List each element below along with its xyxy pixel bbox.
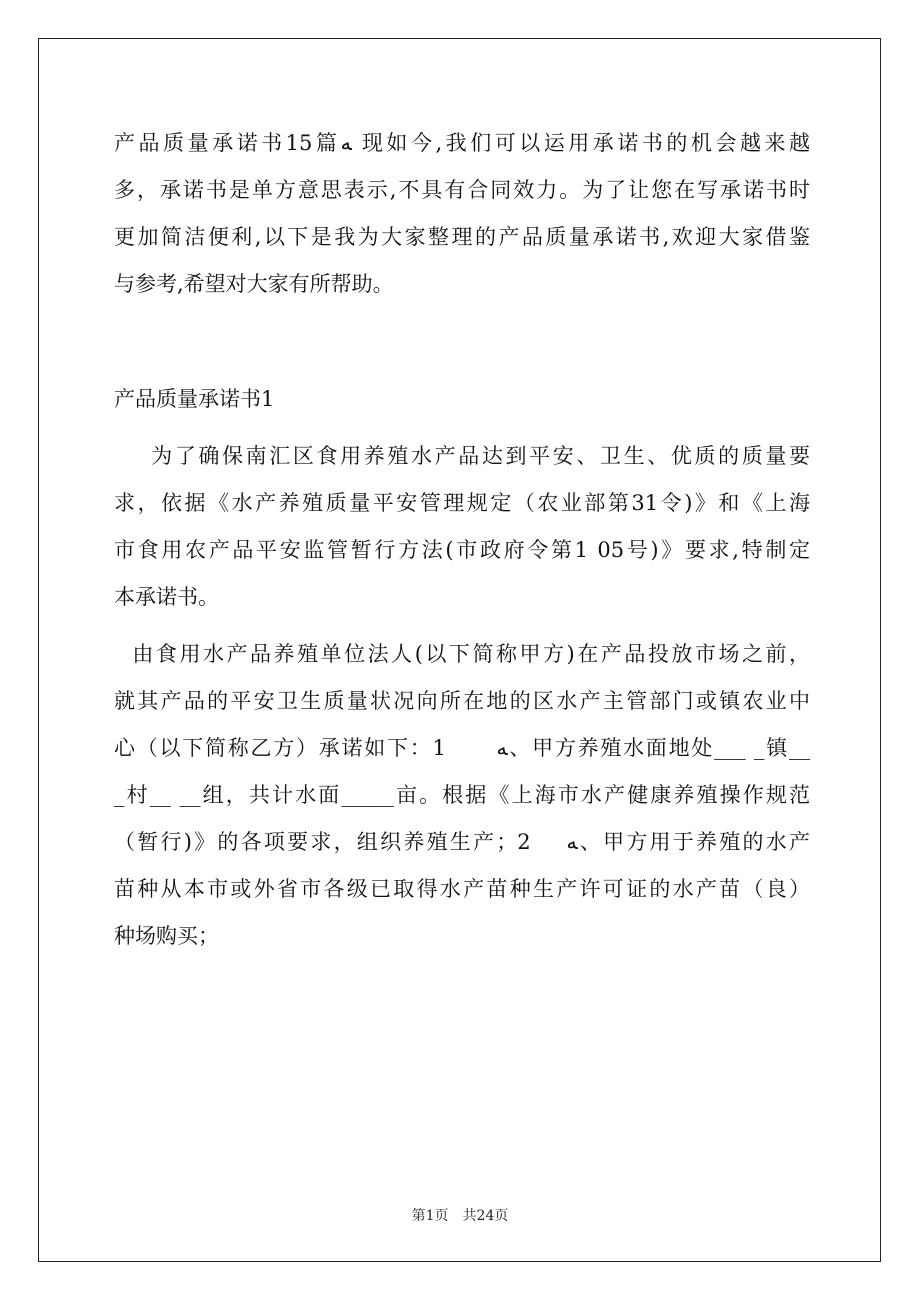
intro-line: 多，承诺书是单方意思表示,不具有合同效力。为了让您在写承诺书时 bbox=[114, 178, 810, 202]
paragraph-line: 心（以下简称乙方）承诺如下：1 ﻪ、甲方养殖水面地处___ _镇__ bbox=[114, 736, 810, 760]
paragraph-line: 就其产品的平安卫生质量状况向所在地的区水产主管部门或镇农业中 bbox=[114, 689, 810, 713]
paragraph-line: 市食用农产品平安监管暂行方法(市政府令第1 05号)》要求,特制定 bbox=[114, 538, 810, 562]
intro-line: 与参考,希望对大家有所帮助。 bbox=[114, 272, 394, 296]
paragraph-line: （暂行)》的各项要求，组织养殖生产；2 ﻪ、甲方用于养殖的水产 bbox=[114, 830, 810, 854]
document-body bbox=[114, 120, 810, 960]
page-total: 共24页 bbox=[462, 1208, 509, 1224]
intro-line: 更加简洁便利,以下是我为大家整理的产品质量承诺书,欢迎大家借鉴 bbox=[114, 225, 810, 249]
paragraph-line: 本承诺书。 bbox=[114, 585, 219, 609]
paragraph-2 bbox=[114, 631, 810, 960]
section-title: 产品质量承诺书1 bbox=[114, 387, 275, 411]
paragraph-line: _村__ __组，共计水面_____亩。根据《上海市水产健康养殖操作规范 bbox=[114, 783, 810, 807]
paragraph-1 bbox=[114, 433, 810, 621]
paragraph-line: 苗种从本市或外省市各级已取得水产苗种生产许可证的水产苗（良） bbox=[114, 877, 810, 901]
paragraph-line: 由食用水产品养殖单位法人(以下简称甲方)在产品投放市场之前， bbox=[114, 642, 810, 666]
paragraph-line: 求，依据《水产养殖质量平安管理规定（农业部第31令)》和《上海 bbox=[114, 491, 810, 515]
intro-paragraph bbox=[114, 120, 810, 308]
page-footer bbox=[0, 1205, 920, 1225]
page-number: 第1页 bbox=[411, 1208, 449, 1224]
paragraph-line: 为了确保南汇区食用养殖水产品达到平安、卫生、优质的质量要 bbox=[114, 444, 810, 468]
intro-line: 产品质量承诺书15篇ﻪ 现如今,我们可以运用承诺书的机会越来越 bbox=[114, 131, 810, 155]
paragraph-line: 种场购买； bbox=[114, 924, 219, 948]
